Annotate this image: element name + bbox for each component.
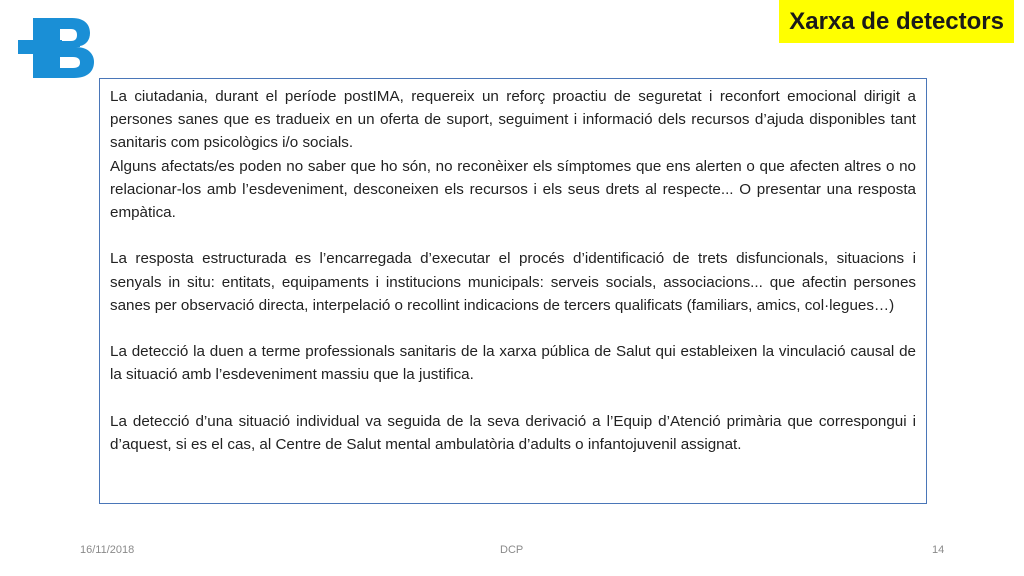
paragraph-spacer xyxy=(110,387,916,410)
text-box xyxy=(99,78,927,504)
title-banner xyxy=(779,0,1014,43)
paragraph-spacer xyxy=(110,317,916,340)
slide-number: 14 xyxy=(932,544,945,556)
paragraph-affected: Alguns afectats/es poden no saber que ho són, no reconèixer els símptomes que ens alerten o que afecten altres o no relacionar-los amb l’esdeveniment, desconeixen els recursos i els seus drets al respecte... O presentar una resposta empàtica. xyxy=(110,157,916,222)
plus-b-logo-icon xyxy=(16,16,96,80)
footer-label: DCP xyxy=(500,544,524,556)
paragraph-detection: La detecció la duen a terme professionals sanitaris de la xarxa pública de Salut qui estableixen la vinculació causal de la situació amb l’esdeveniment massiu que la justifica. xyxy=(110,343,916,384)
paragraph-response: La resposta estructurada es l’encarregada d’executar el procés d’identificació de trets disfuncionals, situacions i senyals in situ: entitats, equipaments i institucions municipals: serveis socials, associacions... que afectin persones sanes per observació directa, interpelació o recollint indicacions de tercers qualificats (familiars, amics, col·legues…) xyxy=(110,250,916,314)
footer-date: 16/11/2018 xyxy=(80,544,135,556)
paragraph-intro: La ciutadania, durant el període postIMA, requereix un reforç proactiu de seguretat i reconfort emocional dirigit a persones sanes que es tradueix en un oferta de suport, seguiment i informació dels recursos d’ajuda disponibles tant sanitaris com psicològics i/o socials. xyxy=(110,88,916,152)
page-title: Xarxa de detectors xyxy=(789,7,1004,35)
paragraph-referral: La detecció d’una situació individual va seguida de la seva derivació a l’Equip d’Atenció primària que correspongui i d’aquest, si es el cas, al Centre de Salut mental ambulatòria d’adults o infantojuvenil assignat. xyxy=(110,412,916,453)
paragraph-spacer xyxy=(110,224,916,247)
